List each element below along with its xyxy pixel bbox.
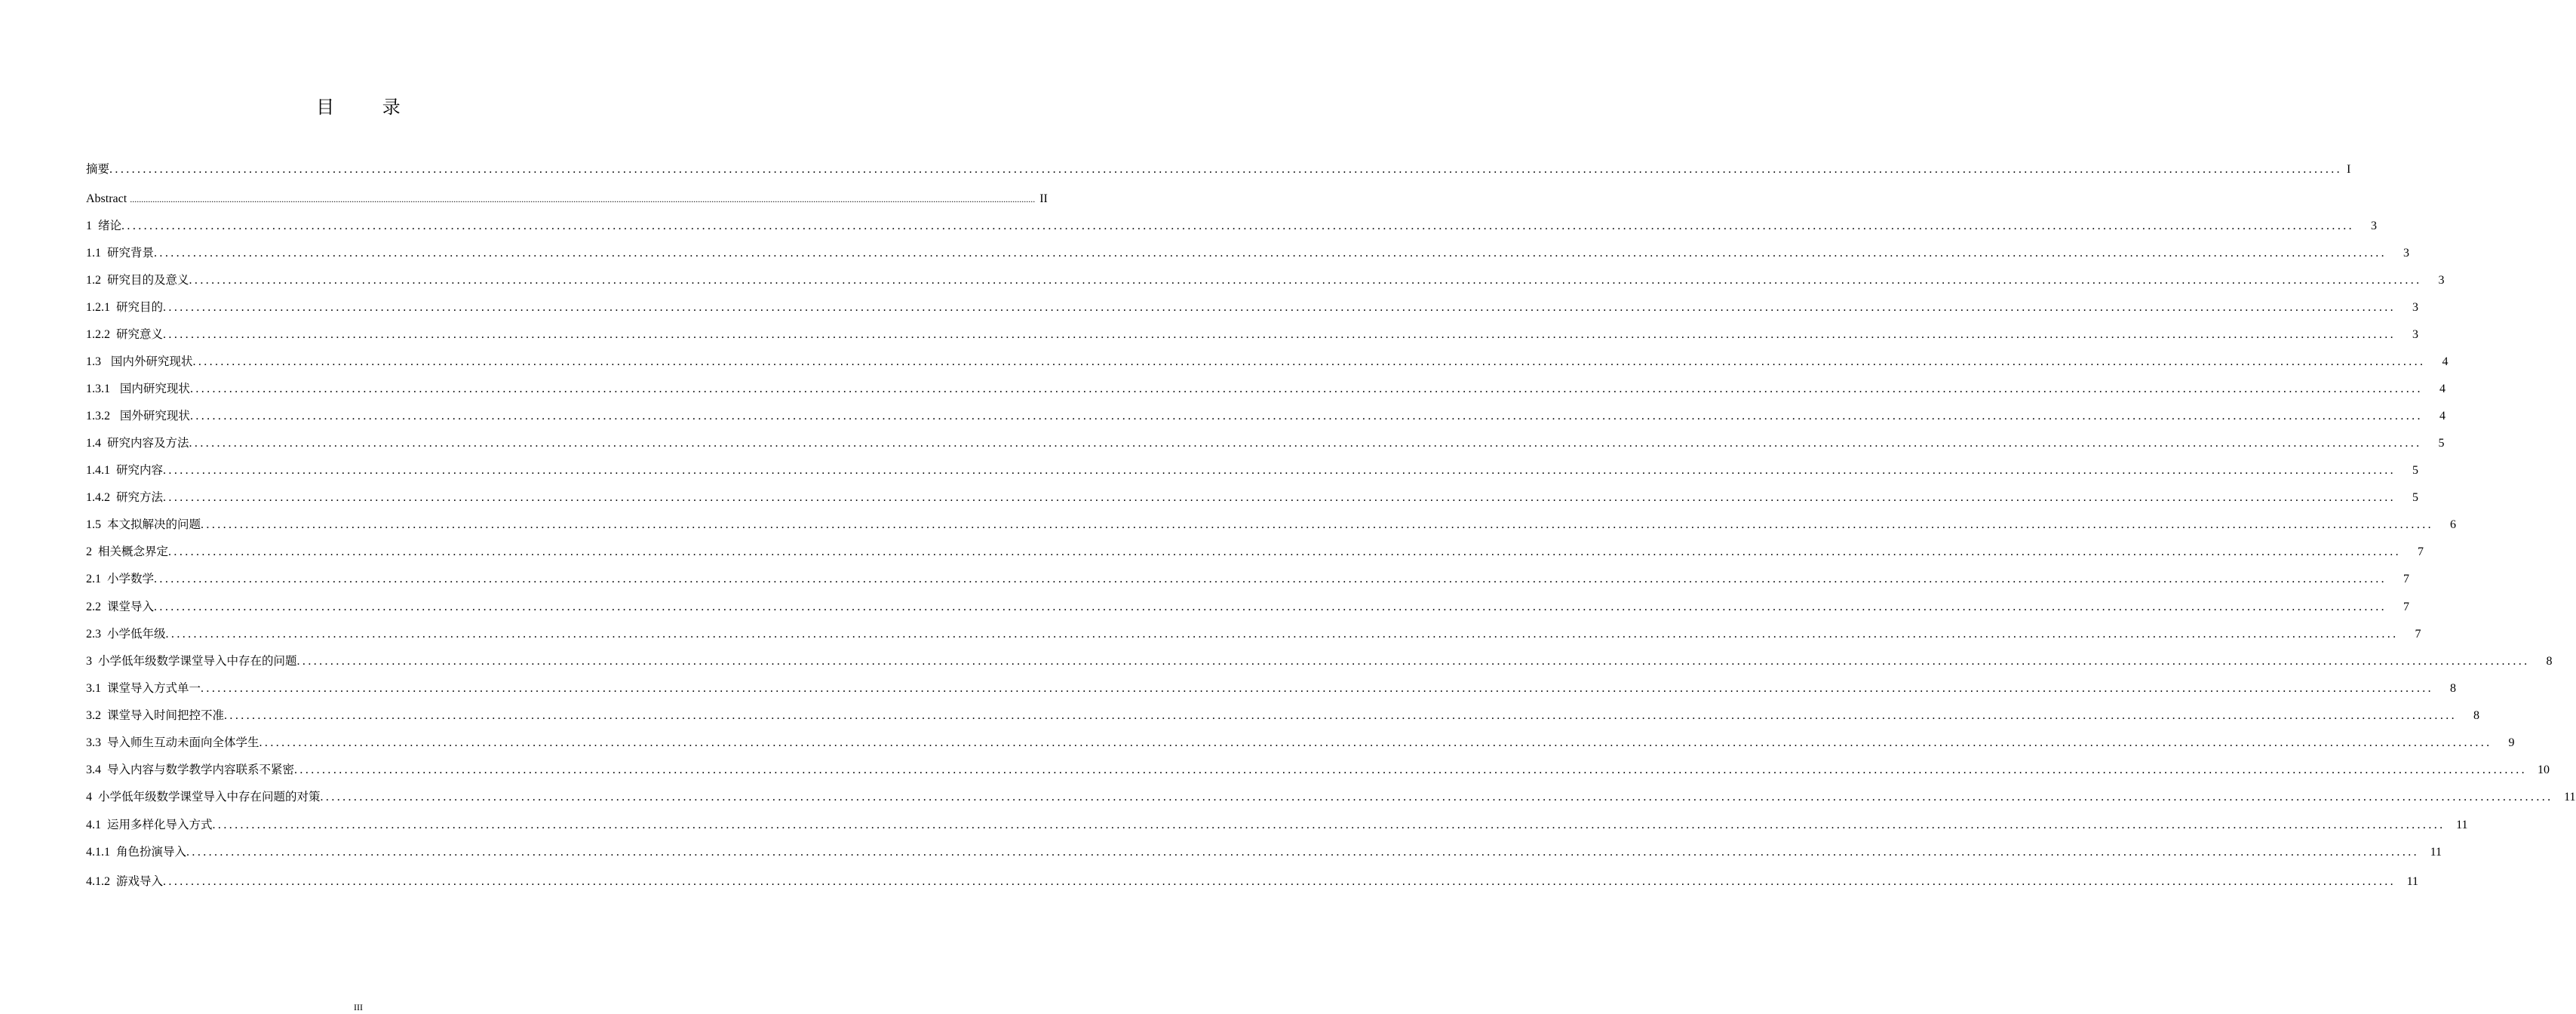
toc-entry-number: 2.2 xyxy=(86,601,107,613)
toc-entry[interactable] xyxy=(86,788,2576,805)
page-title: 目 录 xyxy=(316,97,422,118)
toc-entry-number: 1.3.2 xyxy=(86,410,116,422)
dot-leader: ................................................................................................................................................................................................................................................................................................................................................................................................................ xyxy=(186,846,2420,859)
dot-leader: ................................................................................................................................................................................................................................................................................................................................................................................................................ xyxy=(189,437,2422,450)
toc-entry-label xyxy=(86,873,163,890)
toc-entry-title: 小学低年级 xyxy=(107,627,166,641)
toc-entry-label xyxy=(86,272,189,289)
toc-entry-number: 3.4 xyxy=(86,764,107,776)
toc-entry-label xyxy=(86,435,189,452)
toc-entry[interactable] xyxy=(86,462,2419,478)
toc-entry-page: II xyxy=(1039,192,1048,205)
dot-leader: ................................................................................................................................................................................................................................................................................................................................................................................................................ xyxy=(212,819,2446,831)
toc-entry[interactable] xyxy=(86,543,2424,560)
toc-entry-title: 绪论 xyxy=(98,219,122,232)
toc-entry-label xyxy=(86,489,163,506)
dot-leader: ................................................................................................................................................................................................................................................................................................................................................................................................................ xyxy=(320,791,2553,804)
toc-entry[interactable] xyxy=(86,489,2419,505)
dot-leader: ................................................................................................................................................................................................................................................................................................................................................................................................................ xyxy=(294,764,2528,776)
dot-leader: ................................................................................................................................................................................................................................................................................................................................................................................................................ xyxy=(165,628,2399,641)
toc-entry-title: 研究方法 xyxy=(116,490,164,504)
toc-entry[interactable] xyxy=(86,326,2419,343)
toc-entry-page: 4 xyxy=(2439,410,2446,422)
dot-leader: ................................................................................................................................................................................................................................................................................................................................................................................................................ xyxy=(201,682,2434,695)
dot-leader: ................................................................................................................................................................................................................................................................................................................................................................................................................ xyxy=(163,301,2396,314)
toc-entry-number: 3.3 xyxy=(86,736,107,749)
toc-entry-label xyxy=(86,516,201,533)
toc-entry-title: 小学低年级数学课堂导入中存在的问题 xyxy=(98,654,297,668)
toc-entry-label xyxy=(86,244,154,262)
toc-entry[interactable] xyxy=(86,380,2446,397)
toc-entry-number: 1.5 xyxy=(86,518,107,531)
toc-entry-page: 3 xyxy=(2371,220,2378,232)
toc-entry-page: 5 xyxy=(2412,464,2419,477)
toc-entry-page: 11 xyxy=(2564,791,2576,804)
toc-entry[interactable] xyxy=(86,244,2410,261)
toc-entry[interactable] xyxy=(86,598,2410,615)
dot-leader: ................................................................................................................................................................................................................................................................................................................................................................................................................ xyxy=(168,545,2402,558)
toc-entry-page: 6 xyxy=(2450,518,2457,531)
toc-entry[interactable] xyxy=(86,680,2457,696)
toc-entry-number: 3.1 xyxy=(86,682,107,695)
toc-entry[interactable] xyxy=(86,217,2378,234)
toc-entry-label xyxy=(86,653,297,670)
toc-entry-number: 1.4.2 xyxy=(86,491,116,504)
dot-leader: ................................................................................................................................................................................................................................................................................................................................................................................................................ xyxy=(192,355,2426,368)
toc-entry[interactable] xyxy=(86,843,2442,860)
toc-entry-label xyxy=(86,570,154,588)
toc-entry[interactable] xyxy=(86,299,2419,315)
page-number: III xyxy=(354,1002,363,1012)
toc-entry-title: 小学低年级数学课堂导入中存在问题的对策 xyxy=(98,790,321,804)
toc-entry-label xyxy=(86,707,224,724)
toc-entry-number: 1.3 xyxy=(86,355,107,368)
dot-leader: ................................................................................................................................................................................................................................................................................................................................................................................................................ xyxy=(154,573,2387,585)
toc-entry-title: 相关概念界定 xyxy=(98,545,169,558)
toc-entry-label xyxy=(86,625,166,643)
toc-entry-page: 8 xyxy=(2546,655,2553,668)
toc-entry[interactable] xyxy=(86,761,2550,778)
toc-entry-page: 10 xyxy=(2538,764,2550,776)
toc-entry[interactable] xyxy=(86,191,1048,207)
toc-entry[interactable] xyxy=(86,570,2410,587)
toc-entry-label xyxy=(86,217,121,235)
toc-entry-title: 摘要 xyxy=(86,162,110,176)
toc-entry-label xyxy=(86,161,109,178)
toc-entry-page: 3 xyxy=(2412,301,2419,314)
dot-leader: ................................................................................................................................................................................................................................................................................................................................................................................................................ xyxy=(154,601,2387,613)
toc-entry-label xyxy=(86,326,163,343)
toc-entry-title: 国外研究现状 xyxy=(116,409,190,422)
toc-entry[interactable] xyxy=(86,816,2468,833)
toc-entry-page: 7 xyxy=(2403,601,2410,613)
toc-entry-number: 1.2.1 xyxy=(86,301,116,314)
toc-entry-number: 4.1.1 xyxy=(86,846,116,859)
toc-entry-title: 研究背景 xyxy=(107,246,155,260)
toc-entry-page: 7 xyxy=(2418,545,2424,558)
toc-entry-title: 国内研究现状 xyxy=(116,382,190,395)
toc-entry-number: 1.4 xyxy=(86,437,107,450)
dot-leader: ................................................................................................................................................................................................................................................................................................................................................................................................................ xyxy=(296,655,2530,668)
toc-entry-title: 导入师生互动未面向全体学生 xyxy=(107,736,259,749)
toc-entry-page: 3 xyxy=(2403,247,2410,260)
toc-entry-label xyxy=(86,680,201,697)
toc-entry-title: 角色扮演导入 xyxy=(116,845,187,859)
toc-entry-title: 研究目的及意义 xyxy=(107,273,189,287)
toc-entry-title: 研究内容 xyxy=(116,463,164,477)
dot-leader: ................................................................................................................................................................................................................................................................................................................................................................................................................ xyxy=(121,220,2355,232)
toc-entry-label xyxy=(86,816,213,834)
dot-leader: ................................................................................................................................................................................................................................................................................................................................................................................................................ xyxy=(154,247,2387,260)
dot-leader: ................................................................................................................................................................................................................................................................................................................................................................................................................ xyxy=(201,518,2434,531)
toc-entry-number: 1 xyxy=(86,220,98,232)
toc-entry-title: 导入内容与数学教学内容联系不紧密 xyxy=(107,763,295,776)
toc-entry-title: 课堂导入时间把控不准 xyxy=(107,708,225,722)
toc-entry-title: 运用多样化导入方式 xyxy=(107,818,213,831)
dot-leader: ................................................................................................................................................................................................................................................................................................................................................................................................................ xyxy=(163,491,2396,504)
toc-entry-label xyxy=(86,353,192,370)
toc-entry[interactable] xyxy=(86,353,2449,370)
toc-entry-title: 研究意义 xyxy=(116,327,164,341)
toc-entry-label xyxy=(86,598,154,616)
toc-entry-label xyxy=(86,380,190,398)
toc-entry-page: 5 xyxy=(2412,491,2419,504)
toc-entry-label xyxy=(86,407,190,425)
toc-entry-page: 4 xyxy=(2442,355,2449,368)
toc-entry-number: 3 xyxy=(86,655,98,668)
toc-entry-label xyxy=(86,462,163,479)
toc-entry-number: 1.2.2 xyxy=(86,328,116,341)
dot-leader: ................................................................................................................................................................................................................................................................................................................................................................................................................ xyxy=(224,709,2458,722)
toc-entry-page: I xyxy=(2347,163,2351,176)
toc-entry-title: 国内外研究现状 xyxy=(107,355,193,368)
toc-entry-page: 4 xyxy=(2439,383,2446,395)
toc-entry-number: 1.2 xyxy=(86,274,107,287)
toc-entry[interactable] xyxy=(86,625,2421,642)
toc-entry-page: 3 xyxy=(2438,274,2445,287)
toc-entry-number: 2 xyxy=(86,545,98,558)
dot-leader: ................................................................................................................................................................................................................................................................................................................................................................................................................ xyxy=(163,328,2396,341)
toc-entry-label xyxy=(86,543,168,561)
toc-entry-label xyxy=(86,788,321,806)
toc-entry-title: Abstract xyxy=(86,192,130,205)
toc-entry-page: 5 xyxy=(2438,437,2445,450)
toc-entry[interactable] xyxy=(86,707,2480,724)
toc-entry[interactable] xyxy=(86,734,2515,751)
toc-entry-number: 1.1 xyxy=(86,247,107,260)
toc-entry-page: 7 xyxy=(2415,628,2421,641)
toc-entry-title: 研究目的 xyxy=(116,300,164,314)
toc-entry-title: 课堂导入 xyxy=(107,600,155,613)
toc-entry[interactable] xyxy=(86,435,2445,451)
dot-leader: ................................................................................................................................................................................................................................................................................................................................................................................................................ xyxy=(163,464,2396,477)
toc-entry-label xyxy=(86,734,259,751)
toc-entry-page: 3 xyxy=(2412,328,2419,341)
dot-leader: ................................................................................................................................................................................................................................................................................................................................................................................................................ xyxy=(163,875,2396,888)
toc-entry[interactable] xyxy=(86,516,2457,533)
toc-entry-number: 1.3.1 xyxy=(86,383,116,395)
toc-entry-title: 本文拟解决的问题 xyxy=(107,518,201,531)
toc-entry[interactable] xyxy=(86,272,2445,288)
toc-entry-label xyxy=(86,761,294,779)
toc-entry-label xyxy=(86,843,186,861)
toc-entry[interactable] xyxy=(86,653,2553,669)
toc-entry-page: 8 xyxy=(2450,682,2457,695)
toc-entry-number: 2.1 xyxy=(86,573,107,585)
toc-entry-page: 8 xyxy=(2473,709,2480,722)
toc-entry-title: 小学数学 xyxy=(107,572,155,585)
toc-entry-number: 4 xyxy=(86,791,98,804)
toc-entry-label xyxy=(86,299,163,316)
dot-leader: ................................................................................................................................................................................................................................................................................................................................................................................................................ xyxy=(259,736,2492,749)
toc-entry-title: 研究内容及方法 xyxy=(107,436,189,450)
dot-leader: ................................................................................................................................................................................................................................................................................................................................................................................................................ xyxy=(189,383,2423,395)
toc-entry-page: 9 xyxy=(2508,736,2515,749)
toc-entry[interactable] xyxy=(86,873,2419,890)
toc-entry[interactable] xyxy=(86,407,2446,424)
toc-entry-number: 4.1 xyxy=(86,819,107,831)
toc-entry-page: 11 xyxy=(2456,819,2468,831)
toc-entry-page: 7 xyxy=(2403,573,2410,585)
dot-leader: ................................................................................................................................................................................................................................................................................................................................................................................................................ xyxy=(189,410,2423,422)
toc-entry-page: 11 xyxy=(2430,846,2442,859)
toc-entry-number: 3.2 xyxy=(86,709,107,722)
dot-leader: ................................................................................................................................................................................................................................................................................................................................................................................................................ xyxy=(109,163,2343,176)
toc-entry-label xyxy=(86,191,130,207)
toc-entry-number: 1.4.1 xyxy=(86,464,116,477)
toc-entry-title: 游戏导入 xyxy=(116,874,164,888)
toc-entry-number: 2.3 xyxy=(86,628,107,641)
dot-leader: ................................................................................................................................................................................................................................................................................................................................................................................................................ xyxy=(130,194,1036,204)
toc-entry-title: 课堂导入方式单一 xyxy=(107,681,201,695)
toc-entry-page: 11 xyxy=(2406,875,2419,888)
toc-entry[interactable] xyxy=(86,161,2351,177)
dot-leader: ................................................................................................................................................................................................................................................................................................................................................................................................................ xyxy=(189,274,2422,287)
toc-entry-number: 4.1.2 xyxy=(86,875,116,888)
